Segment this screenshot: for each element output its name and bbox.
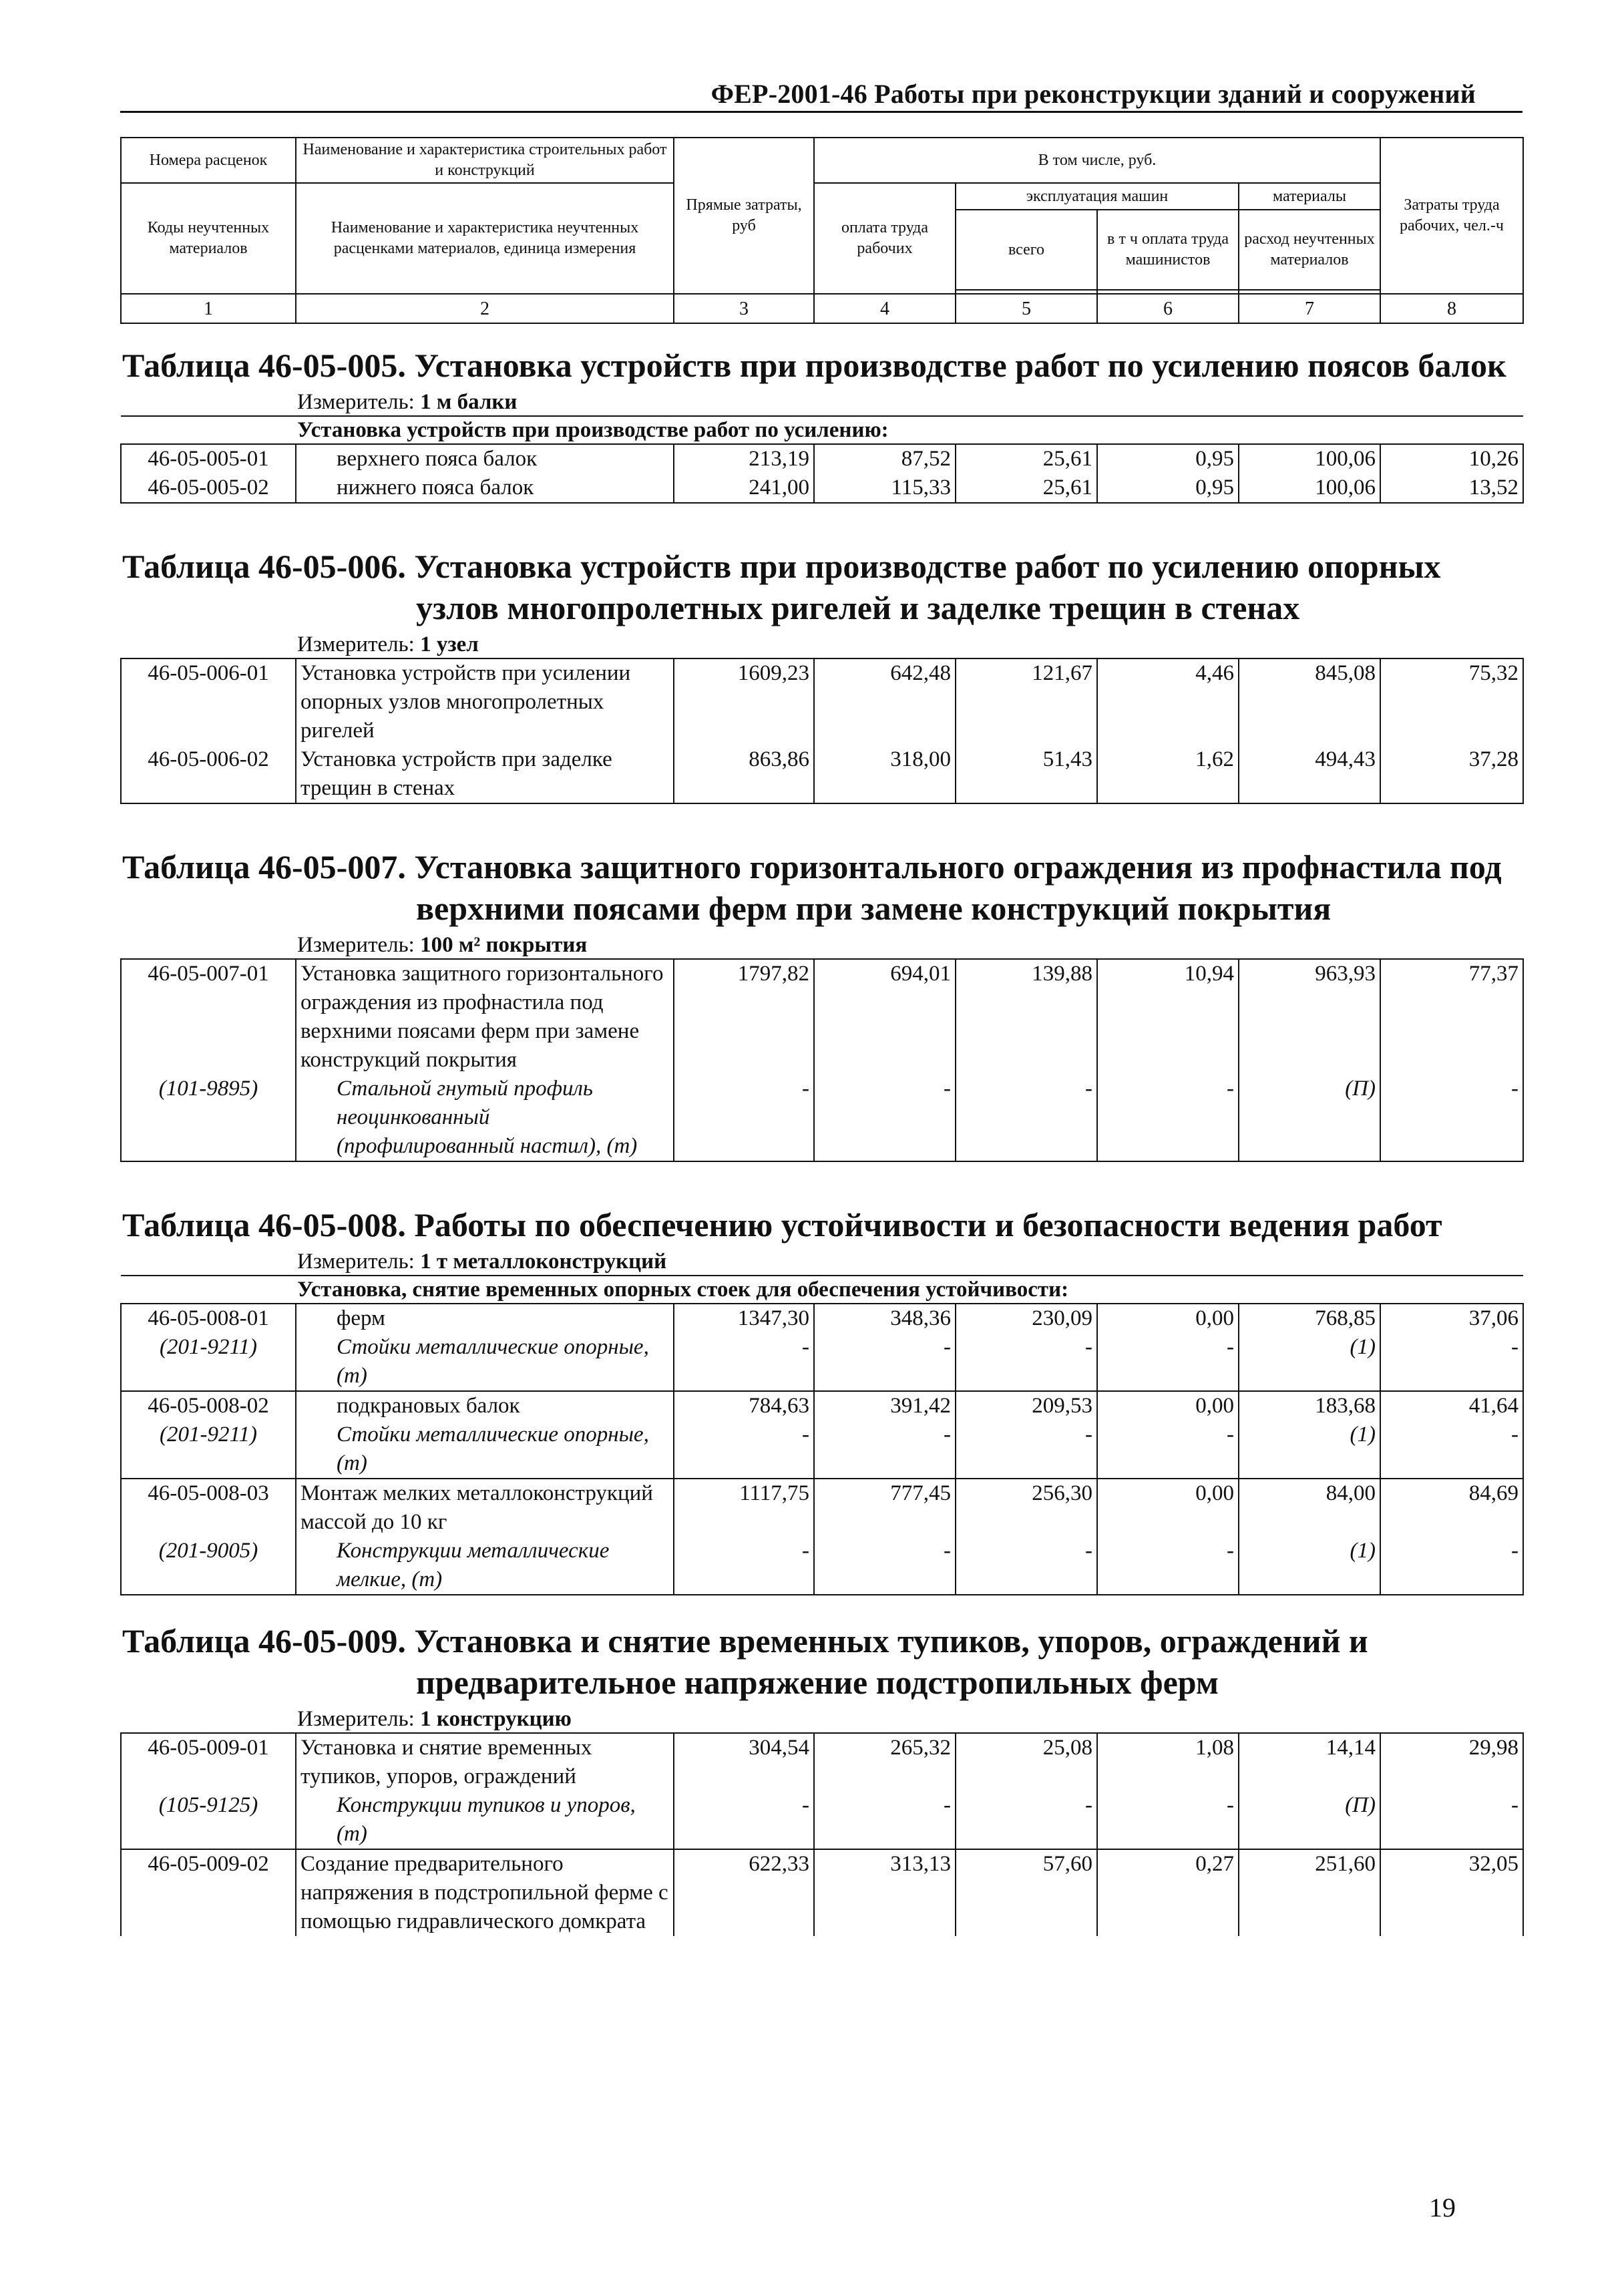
operators-pay: 0,00 <box>1097 1304 1239 1333</box>
direct-costs: 1797,82 <box>674 959 814 1075</box>
col-num: 3 <box>674 294 814 323</box>
price-table <box>120 137 1524 1936</box>
materials: (1) <box>1239 1333 1380 1391</box>
labor-pay: - <box>814 1075 956 1161</box>
operators-pay: 10,94 <box>1097 959 1239 1075</box>
unit-label: Измеритель: <box>297 390 415 414</box>
labor-hours: 13,52 <box>1380 473 1523 503</box>
table-title: Таблица 46-05-006. Установка устройств при производстве работ по усилению опорных <box>122 548 1441 585</box>
materials: 251,60 <box>1239 1849 1380 1936</box>
labor-hours: - <box>1380 1791 1523 1849</box>
table-title: Таблица 46-05-008. Работы по обеспечению устойчивости и безопасности ведения работ <box>122 1206 1442 1244</box>
labor-pay: 318,00 <box>814 745 956 803</box>
direct-costs: 213,19 <box>674 444 814 473</box>
direct-costs: 304,54 <box>674 1733 814 1791</box>
table-caption <box>121 342 1523 389</box>
work-name: Установка устройств при усилении опорных узлов многопролетных ригелей <box>296 658 674 745</box>
machine-total: 230,09 <box>956 1304 1097 1333</box>
hdr-col1-bottom: Коды неучтенных материалов <box>121 183 296 294</box>
table-title-continued: узлов многопролетных ригелей и заделке трещин в стенах <box>416 589 1300 626</box>
materials: 100,06 <box>1239 444 1380 473</box>
work-name: Конструкции тупиков и упоров, (т) <box>296 1791 674 1849</box>
unit-label: Измеритель: <box>297 933 415 957</box>
direct-costs: 1609,23 <box>674 658 814 745</box>
materials: (П) <box>1239 1075 1380 1161</box>
operators-pay: 0,00 <box>1097 1391 1239 1420</box>
running-title: ФЕР-2001-46 Работы при реконструкции зданий и сооружений <box>710 79 1476 109</box>
unit-value: 1 конструкцию <box>420 1707 572 1731</box>
unit-value: 1 м балки <box>420 390 518 414</box>
table-row <box>121 959 1523 1075</box>
unit-row <box>121 1248 1523 1276</box>
labor-pay: 87,52 <box>814 444 956 473</box>
table-row <box>121 1849 1523 1936</box>
operators-pay: 4,46 <box>1097 658 1239 745</box>
operators-pay: 1,08 <box>1097 1733 1239 1791</box>
machine-total: - <box>956 1075 1097 1161</box>
hdr-direct-costs: Прямые затраты, руб <box>674 138 814 294</box>
labor-pay: 777,45 <box>814 1479 956 1537</box>
unit-row <box>121 631 1523 658</box>
machine-total: 57,60 <box>956 1849 1097 1936</box>
operators-pay: - <box>1097 1537 1239 1595</box>
labor-pay: 348,36 <box>814 1304 956 1333</box>
materials: 768,85 <box>1239 1304 1380 1333</box>
labor-hours: 32,05 <box>1380 1849 1523 1936</box>
work-name: Установка и снятие временных тупиков, упоров, ограждений <box>296 1733 674 1791</box>
labor-pay: - <box>814 1537 956 1595</box>
labor-pay: - <box>814 1333 956 1391</box>
col-num: 1 <box>121 294 296 323</box>
table-title: Таблица 46-05-007. Установка защитного горизонтального ограждения из профнастила под <box>122 848 1502 886</box>
materials: (1) <box>1239 1537 1380 1595</box>
operators-pay: - <box>1097 1075 1239 1161</box>
col-num: 2 <box>296 294 674 323</box>
spacer-row <box>121 1595 1523 1617</box>
direct-costs: 784,63 <box>674 1391 814 1420</box>
spacer-row <box>121 323 1523 342</box>
hdr-col2-top: Наименование и характеристика строительных работ и конструкций <box>296 138 674 183</box>
table-sections <box>121 323 1523 1936</box>
machine-total: 139,88 <box>956 959 1097 1075</box>
labor-hours: 41,64 <box>1380 1391 1523 1420</box>
spacer-row <box>121 503 1523 543</box>
operators-pay: 0,95 <box>1097 444 1239 473</box>
machine-total: - <box>956 1420 1097 1479</box>
spacer-row <box>121 803 1523 843</box>
labor-hours: 77,37 <box>1380 959 1523 1075</box>
table-row <box>121 1304 1523 1333</box>
work-name: Монтаж мелких металлоконструкций массой до 10 кг <box>296 1479 674 1537</box>
col-num: 7 <box>1239 294 1380 323</box>
direct-costs: - <box>674 1791 814 1849</box>
table-title: Таблица 46-05-009. Установка и снятие временных тупиков, упоров, ограждений и <box>122 1622 1368 1660</box>
machine-total: 256,30 <box>956 1479 1097 1537</box>
direct-costs: 241,00 <box>674 473 814 503</box>
machine-total: - <box>956 1537 1097 1595</box>
direct-costs: - <box>674 1537 814 1595</box>
labor-hours: 10,26 <box>1380 444 1523 473</box>
machine-total: 25,61 <box>956 473 1097 503</box>
labor-hours: 37,06 <box>1380 1304 1523 1333</box>
work-name: Установка устройств при заделке трещин в стенах <box>296 745 674 803</box>
direct-costs: 863,86 <box>674 745 814 803</box>
rate-code: 46-05-007-01 <box>121 959 296 1075</box>
direct-costs: - <box>674 1420 814 1479</box>
table-row <box>121 1420 1523 1479</box>
materials: 100,06 <box>1239 473 1380 503</box>
hdr-machine-ops: эксплуатация машин <box>956 183 1239 210</box>
operators-pay: 0,95 <box>1097 473 1239 503</box>
table-row <box>121 745 1523 803</box>
labor-hours: - <box>1380 1075 1523 1161</box>
unit-row <box>121 1706 1523 1733</box>
machine-total: - <box>956 1791 1097 1849</box>
work-name: Стойки металлические опорные, (т) <box>296 1333 674 1391</box>
rate-code: (201-9211) <box>121 1333 296 1391</box>
table-row <box>121 1479 1523 1537</box>
col-num: 4 <box>814 294 956 323</box>
materials: 183,68 <box>1239 1391 1380 1420</box>
labor-hours: - <box>1380 1420 1523 1479</box>
col-num: 6 <box>1097 294 1239 323</box>
table-row <box>121 473 1523 503</box>
table-title-continued: предварительное напряжение подстропильных ферм <box>416 1664 1219 1701</box>
hdr-unaccounted-materials: расход неучтенных материалов <box>1239 210 1380 290</box>
labor-hours: 37,28 <box>1380 745 1523 803</box>
rate-code: 46-05-008-02 <box>121 1391 296 1420</box>
machine-total: 209,53 <box>956 1391 1097 1420</box>
rate-code: 46-05-008-03 <box>121 1479 296 1537</box>
machine-total: 51,43 <box>956 745 1097 803</box>
unit-value: 1 узел <box>420 632 479 656</box>
labor-hours: 75,32 <box>1380 658 1523 745</box>
direct-costs: - <box>674 1075 814 1161</box>
direct-costs: 622,33 <box>674 1849 814 1936</box>
labor-pay: 115,33 <box>814 473 956 503</box>
table-row <box>121 1733 1523 1791</box>
machine-total: - <box>956 1333 1097 1391</box>
table-caption <box>121 543 1523 631</box>
hdr-column-numbers <box>121 294 1523 323</box>
rate-code: 46-05-006-02 <box>121 745 296 803</box>
table-row <box>121 1791 1523 1849</box>
labor-pay: 391,42 <box>814 1391 956 1420</box>
materials: 494,43 <box>1239 745 1380 803</box>
rate-code: 46-05-008-01 <box>121 1304 296 1333</box>
hdr-col2-bottom: Наименование и характеристика неучтенных расценками материалов, единица измерения <box>296 183 674 294</box>
labor-hours: 29,98 <box>1380 1733 1523 1791</box>
labor-pay: 642,48 <box>814 658 956 745</box>
unit-value: 100 м² покрытия <box>420 933 588 957</box>
rate-code: 46-05-009-01 <box>121 1733 296 1791</box>
table-row <box>121 444 1523 473</box>
operators-pay: 1,62 <box>1097 745 1239 803</box>
col-num: 5 <box>956 294 1097 323</box>
machine-total: 25,08 <box>956 1733 1097 1791</box>
direct-costs: 1117,75 <box>674 1479 814 1537</box>
rate-code: 46-05-006-01 <box>121 658 296 745</box>
table-row <box>121 1075 1523 1161</box>
work-name: подкрановых балок <box>296 1391 674 1420</box>
hdr-including: В том числе, руб. <box>814 138 1380 183</box>
table-caption <box>121 1201 1523 1248</box>
operators-pay: 0,00 <box>1097 1479 1239 1537</box>
labor-pay: 265,32 <box>814 1733 956 1791</box>
table-header <box>121 138 1523 323</box>
materials: 963,93 <box>1239 959 1380 1075</box>
table-row <box>121 1391 1523 1420</box>
work-name: нижнего пояса балок <box>296 473 674 503</box>
labor-hours: - <box>1380 1333 1523 1391</box>
operators-pay: - <box>1097 1791 1239 1849</box>
subheader-row <box>121 1276 1523 1304</box>
direct-costs: - <box>674 1333 814 1391</box>
materials: (1) <box>1239 1420 1380 1479</box>
table-caption <box>121 843 1523 932</box>
labor-pay: - <box>814 1791 956 1849</box>
rate-code: (101-9895) <box>121 1075 296 1161</box>
work-name: Стойки металлические опорные, (т) <box>296 1420 674 1479</box>
hdr-operators-pay: в т ч оплата труда машинистов <box>1097 210 1239 290</box>
table-row <box>121 1537 1523 1595</box>
subheader-text: Установка устройств при производстве работ по усилению: <box>296 416 1523 444</box>
labor-pay: 313,13 <box>814 1849 956 1936</box>
rate-code: 46-05-005-02 <box>121 473 296 503</box>
table-row <box>121 1333 1523 1391</box>
operators-pay: - <box>1097 1333 1239 1391</box>
operators-pay: 0,27 <box>1097 1849 1239 1936</box>
page-number: 19 <box>1429 2192 1456 2223</box>
machine-total: 121,67 <box>956 658 1097 745</box>
spacer-row <box>121 1161 1523 1201</box>
rate-code: (201-9005) <box>121 1537 296 1595</box>
hdr-machine-total: всего <box>956 210 1097 290</box>
running-title-underline <box>120 111 1522 113</box>
unit-value: 1 т металлоконструкций <box>420 1250 667 1274</box>
rate-code: (201-9211) <box>121 1420 296 1479</box>
work-name: Установка защитного горизонтального ограждения из профнастила под верхними поясами ферм при замене конструкций покрытия <box>296 959 674 1075</box>
unit-label: Измеритель: <box>297 632 415 656</box>
materials: 845,08 <box>1239 658 1380 745</box>
hdr-col1-top: Номера расценок <box>121 138 296 183</box>
rate-code: 46-05-009-02 <box>121 1849 296 1936</box>
labor-pay: - <box>814 1420 956 1479</box>
unit-row <box>121 389 1523 416</box>
hdr-labor-pay: оплата труда рабочих <box>814 183 956 294</box>
materials: (П) <box>1239 1791 1380 1849</box>
table-caption <box>121 1617 1523 1706</box>
work-name: Конструкции металлические мелкие, (т) <box>296 1537 674 1595</box>
labor-hours: 84,69 <box>1380 1479 1523 1537</box>
machine-total: 25,61 <box>956 444 1097 473</box>
hdr-labor-costs: Затраты труда рабочих, чел.-ч <box>1380 138 1523 294</box>
col-num: 8 <box>1380 294 1523 323</box>
labor-pay: 694,01 <box>814 959 956 1075</box>
work-name: верхнего пояса балок <box>296 444 674 473</box>
table-row <box>121 658 1523 745</box>
unit-label: Измеритель: <box>297 1707 415 1731</box>
work-name: ферм <box>296 1304 674 1333</box>
materials: 14,14 <box>1239 1733 1380 1791</box>
materials: 84,00 <box>1239 1479 1380 1537</box>
hdr-materials: материалы <box>1239 183 1380 210</box>
rate-code: (105-9125) <box>121 1791 296 1849</box>
direct-costs: 1347,30 <box>674 1304 814 1333</box>
unit-label: Измеритель: <box>297 1250 415 1274</box>
subheader-row <box>121 416 1523 444</box>
table-title-continued: верхними поясами ферм при замене конструкций покрытия <box>416 890 1332 927</box>
operators-pay: - <box>1097 1420 1239 1479</box>
table-title: Таблица 46-05-005. Установка устройств при производстве работ по усилению поясов балок <box>122 347 1506 384</box>
work-name: Создание предварительного напряжения в подстропильной ферме с помощью гидравлического домкрата <box>296 1849 674 1936</box>
subheader-text: Установка, снятие временных опорных стоек для обеспечения устойчивости: <box>296 1276 1523 1304</box>
labor-hours: - <box>1380 1537 1523 1595</box>
work-name: Стальной гнутый профиль неоцинкованный (профилированный настил), (т) <box>296 1075 674 1161</box>
rate-code: 46-05-005-01 <box>121 444 296 473</box>
unit-row <box>121 932 1523 959</box>
